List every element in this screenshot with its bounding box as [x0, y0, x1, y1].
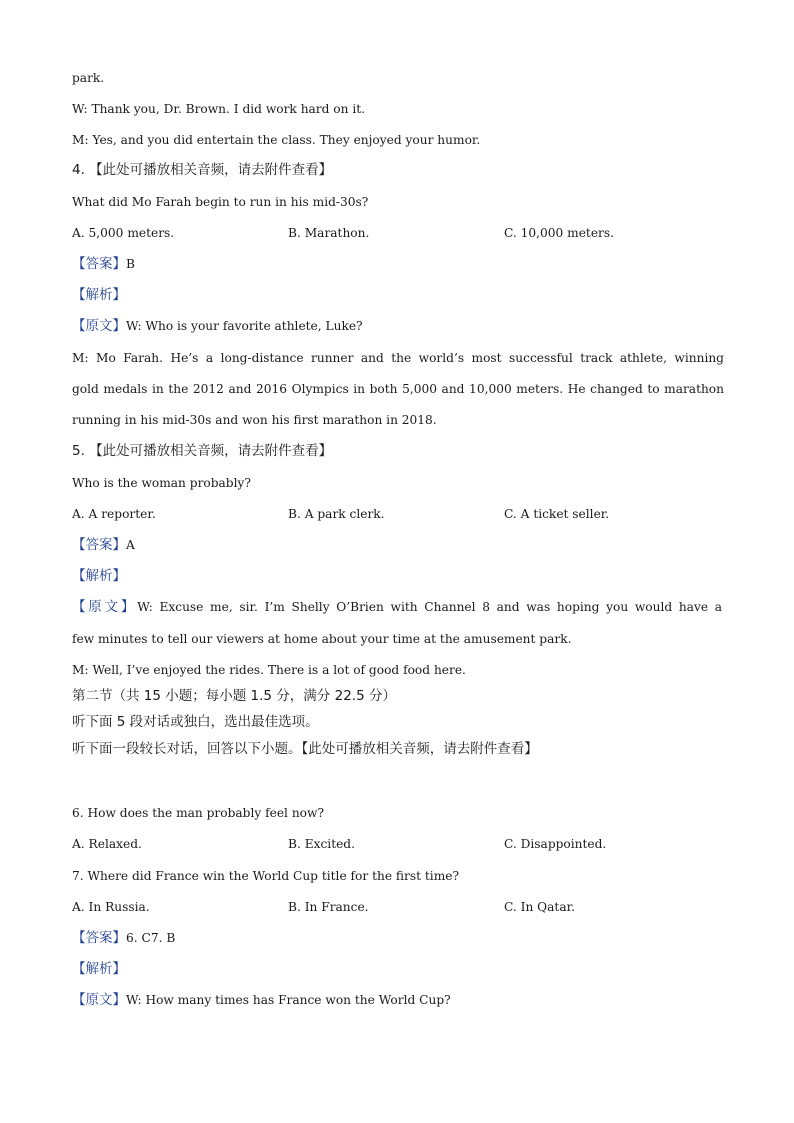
dialogue-line: M: Yes, and you did entertain the class. They enjoyed your humor. [72, 133, 481, 147]
question-7-option-a: A. In Russia. [72, 900, 150, 914]
transcript-line: M: Well, I’ve enjoyed the rides. There is a lot of good food here. [72, 663, 466, 677]
answer-value: B [126, 257, 135, 271]
question-5-option-b: B. A park clerk. [288, 507, 385, 521]
question-5-analysis [72, 568, 126, 584]
dialogue-line: W: Thank you, Dr. Brown. I did work hard on it. [72, 102, 366, 116]
answer-tag: 【答案】 [72, 930, 126, 946]
answer-value: A [126, 538, 135, 552]
question-4-option-c: C. 10,000 meters. [504, 226, 614, 240]
transcript-line: few minutes to tell our viewers at home about your time at the amusement park. [72, 632, 572, 646]
original-tag: 【原文】 [72, 599, 138, 615]
question-5-original-text [72, 599, 722, 615]
answer-tag: 【答案】 [72, 256, 126, 272]
analysis-tag: 【解析】 [72, 287, 126, 303]
dialogue-line: park. [72, 71, 105, 85]
question-4-heading: 4. 【此处可播放相关音频，请去附件查看】 [72, 162, 333, 178]
question-5-option-c: C. A ticket seller. [504, 507, 610, 521]
answer-value: 6. C7. B [126, 931, 176, 945]
question-6-7-analysis [72, 961, 126, 977]
original-first-line: W: Who is your favorite athlete, Luke? [126, 319, 363, 333]
question-6-option-b: B. Excited. [288, 837, 355, 851]
section-heading: 第二节（共 15 小题；每小题 1.5 分，满分 22.5 分） [72, 688, 396, 704]
transcript-line: M: Mo Farah. He’s a long-distance runner and the world’s most successful track athlete, winning [72, 351, 724, 365]
original-first-line: W: Excuse me, sir. I’m Shelly O’Brien with Channel 8 and was hoping you would have a [137, 600, 722, 614]
question-6-prompt: 6. How does the man probably feel now? [72, 806, 324, 820]
question-4-prompt: What did Mo Farah begin to run in his mid-30s? [72, 195, 369, 209]
original-tag: 【原文】 [72, 318, 126, 334]
question-7-option-b: B. In France. [288, 900, 369, 914]
original-tag: 【原文】 [72, 992, 126, 1008]
analysis-tag: 【解析】 [72, 568, 126, 584]
question-4-answer [72, 256, 135, 272]
question-5-option-a: A. A reporter. [72, 507, 156, 521]
question-5-answer [72, 537, 135, 553]
question-4-original-text [72, 318, 363, 334]
question-5-heading: 5. 【此处可播放相关音频，请去附件查看】 [72, 443, 333, 459]
question-4-option-b: B. Marathon. [288, 226, 370, 240]
question-6-option-c: C. Disappointed. [504, 837, 607, 851]
question-7-option-c: C. In Qatar. [504, 900, 575, 914]
question-5-prompt: Who is the woman probably? [72, 476, 251, 490]
analysis-tag: 【解析】 [72, 961, 126, 977]
original-first-line: W: How many times has France won the World Cup? [126, 993, 451, 1007]
question-7-prompt: 7. Where did France win the World Cup title for the first time? [72, 869, 459, 883]
answer-tag: 【答案】 [72, 537, 126, 553]
transcript-line: running in his mid-30s and won his first marathon in 2018. [72, 413, 437, 427]
question-4-analysis [72, 287, 126, 303]
section-instruction: 听下面 5 段对话或独白，选出最佳选项。 [72, 714, 319, 730]
question-6-7-answer [72, 930, 175, 946]
question-4-option-a: A. 5,000 meters. [72, 226, 175, 240]
question-6-7-original-text [72, 992, 451, 1008]
question-6-option-a: A. Relaxed. [72, 837, 142, 851]
transcript-line: gold medals in the 2012 and 2016 Olympics in both 5,000 and 10,000 meters. He changed to marathon [72, 382, 724, 396]
section-instruction: 听下面一段较长对话，回答以下小题。【此处可播放相关音频，请去附件查看】 [72, 741, 538, 757]
